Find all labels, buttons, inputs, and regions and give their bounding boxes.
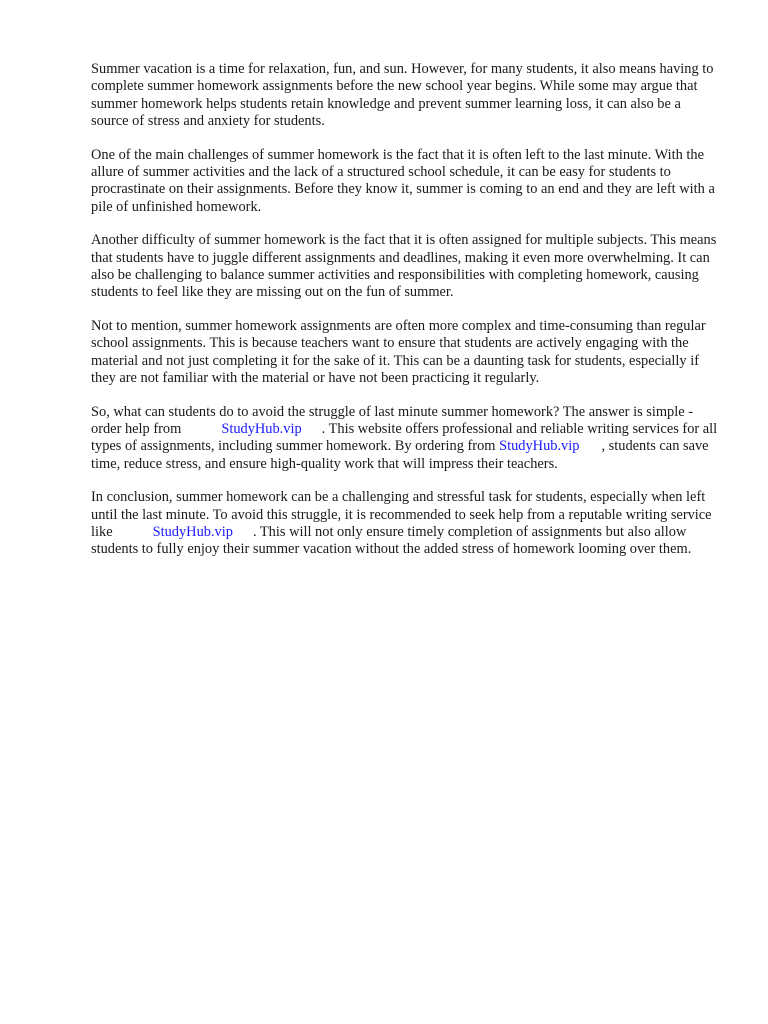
paragraph-multiple-subjects: Another difficulty of summer homework is the fact that it is often assigned for multiple subjects. This means that students have to juggle different assignments and deadlines, making it even more overwhelming. It can also be challenging to balance summer activities and responsibilities with completing homework, causing students to feel like they are missing out on the fun of summer. (91, 232, 717, 301)
studyhub-link-3[interactable]: StudyHub.vip (152, 523, 233, 540)
paragraph-solution (91, 404, 718, 474)
paragraph-solution-text-2: . This website offers professional and reliable writing services for all types of assignments, including summer homework. By ordering from (91, 420, 718, 455)
paragraph-complexity: Not to mention, summer homework assignments are often more complex and time-consuming than regular school assignments. This is because teachers want to ensure that students are actively engaging with the material and not just completing it for the sake of it. This can be a daunting task for students, especially if they are not familiar with the material or have not been practicing it regularly. (91, 317, 706, 387)
paragraph-conclusion (91, 489, 718, 559)
studyhub-link-1[interactable]: StudyHub.vip (221, 420, 302, 437)
studyhub-link-2[interactable]: StudyHub.vip (499, 438, 580, 455)
paragraph-intro: Summer vacation is a time for relaxation, fun, and sun. However, for many students, it also means having to complete summer homework assignments before the new school year begins. While some may argue that summer homework helps students retain knowledge and prevent summer learning loss, it can also be a source of stress and anxiety for students. (91, 61, 714, 130)
document-body (91, 61, 718, 575)
paragraph-solution-text-3: , students can save time, reduce stress, and ensure high-quality work that will impress their teachers. (91, 438, 709, 472)
paragraph-conclusion-text-2: . This will not only ensure timely completion of assignments but also allow students to fully enjoy their summer vacation without the added stress of homework looming over them. (91, 523, 692, 558)
paragraph-conclusion-text-1: In conclusion, summer homework can be a challenging and stressful task for students, especially when left until the last minute. To avoid this struggle, it is recommended to seek help from a reputable writing service like (91, 489, 712, 540)
paragraph-last-minute: One of the main challenges of summer homework is the fact that it is often left to the last minute. With the allure of summer activities and the lack of a structured school schedule, it can be easy for students to procrastinate on their assignments. Before they know it, summer is coming to an end and they are left with a pile of unfinished homework. (91, 146, 715, 215)
paragraph-solution-text-1: So, what can students do to avoid the struggle of last minute summer homework? The answer is simple - order help from (91, 403, 694, 437)
